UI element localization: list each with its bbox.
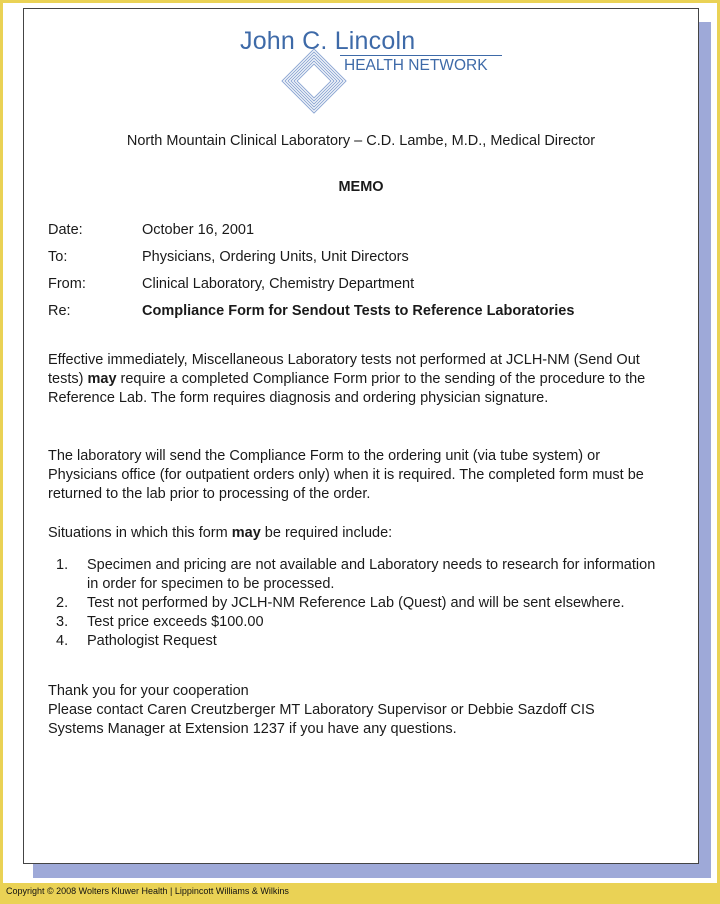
paragraph-3-text-b: be required include: [260,525,393,541]
list-item-number: 2. [56,595,69,611]
list-item-number: 4. [56,633,69,649]
list-item-text: Test price exceeds $100.00 [87,614,264,630]
list-item-number: 3. [56,614,69,630]
paragraph-3-emphasis: may [231,525,261,541]
closing-thanks: Thank you for your cooperation [48,683,249,699]
from-label: From: [48,276,86,292]
logo-name: John C. Lincoln [240,27,416,55]
paragraph-1 [48,351,648,408]
from-value: Clinical Laboratory, Chemistry Department [142,276,415,292]
lab-line: North Mountain Clinical Laboratory – C.D. Lambe, M.D., Medical Director [126,133,596,149]
logo [240,27,510,119]
re-label: Re: [48,303,71,319]
to-label: To: [48,249,68,265]
logo-rule [340,55,502,56]
paragraph-1-emphasis: may [87,371,117,387]
closing-contact: Please contact Caren Creutzberger MT Laboratory Supervisor or Debbie Sazdoff CIS Systems Manager at Extension 1237 if you have any questions. [48,702,595,737]
re-value: Compliance Form for Sendout Tests to Reference Laboratories [142,303,575,319]
logo-network: HEALTH NETWORK [344,57,488,74]
list-item-text: Test not performed by JCLH-NM Reference Lab (Quest) and will be sent elsewhere. [87,595,625,611]
list-item-text: Specimen and pricing are not available and Laboratory needs to research for information in order for specimen to be processed. [87,557,656,592]
copyright-notice: Copyright © 2008 Wolters Kluwer Health | Lippincott Williams & Wilkins [6,886,289,896]
date-label: Date: [48,222,83,238]
paragraph-2: The laboratory will send the Compliance Form to the ordering unit (via tube system) or Physicians office (for outpatient orders only) when it is required. The completed form must be returned to the lab prior to processing of the order. [48,448,644,502]
memo-document [23,8,699,864]
paragraph-1-text-b: require a completed Compliance Form prior to the sending of the procedure to the Reference Lab. The form requires diagnosis and ordering physician signature. [48,371,646,406]
to-value: Physicians, Ordering Units, Unit Directors [142,249,409,265]
list-item-number: 1. [56,557,69,573]
date-value: October 16, 2001 [142,222,255,238]
paragraph-3 [48,524,648,543]
memo-title: MEMO [338,179,384,195]
paragraph-1-text-a: Effective immediately, Miscellaneous Laboratory tests not performed at JCLH-NM (Send Out tests) [48,352,640,387]
list-item-text: Pathologist Request [87,633,217,649]
paragraph-3-text-a: Situations in which this form [48,525,232,541]
diamond-logo-icon [280,47,348,115]
